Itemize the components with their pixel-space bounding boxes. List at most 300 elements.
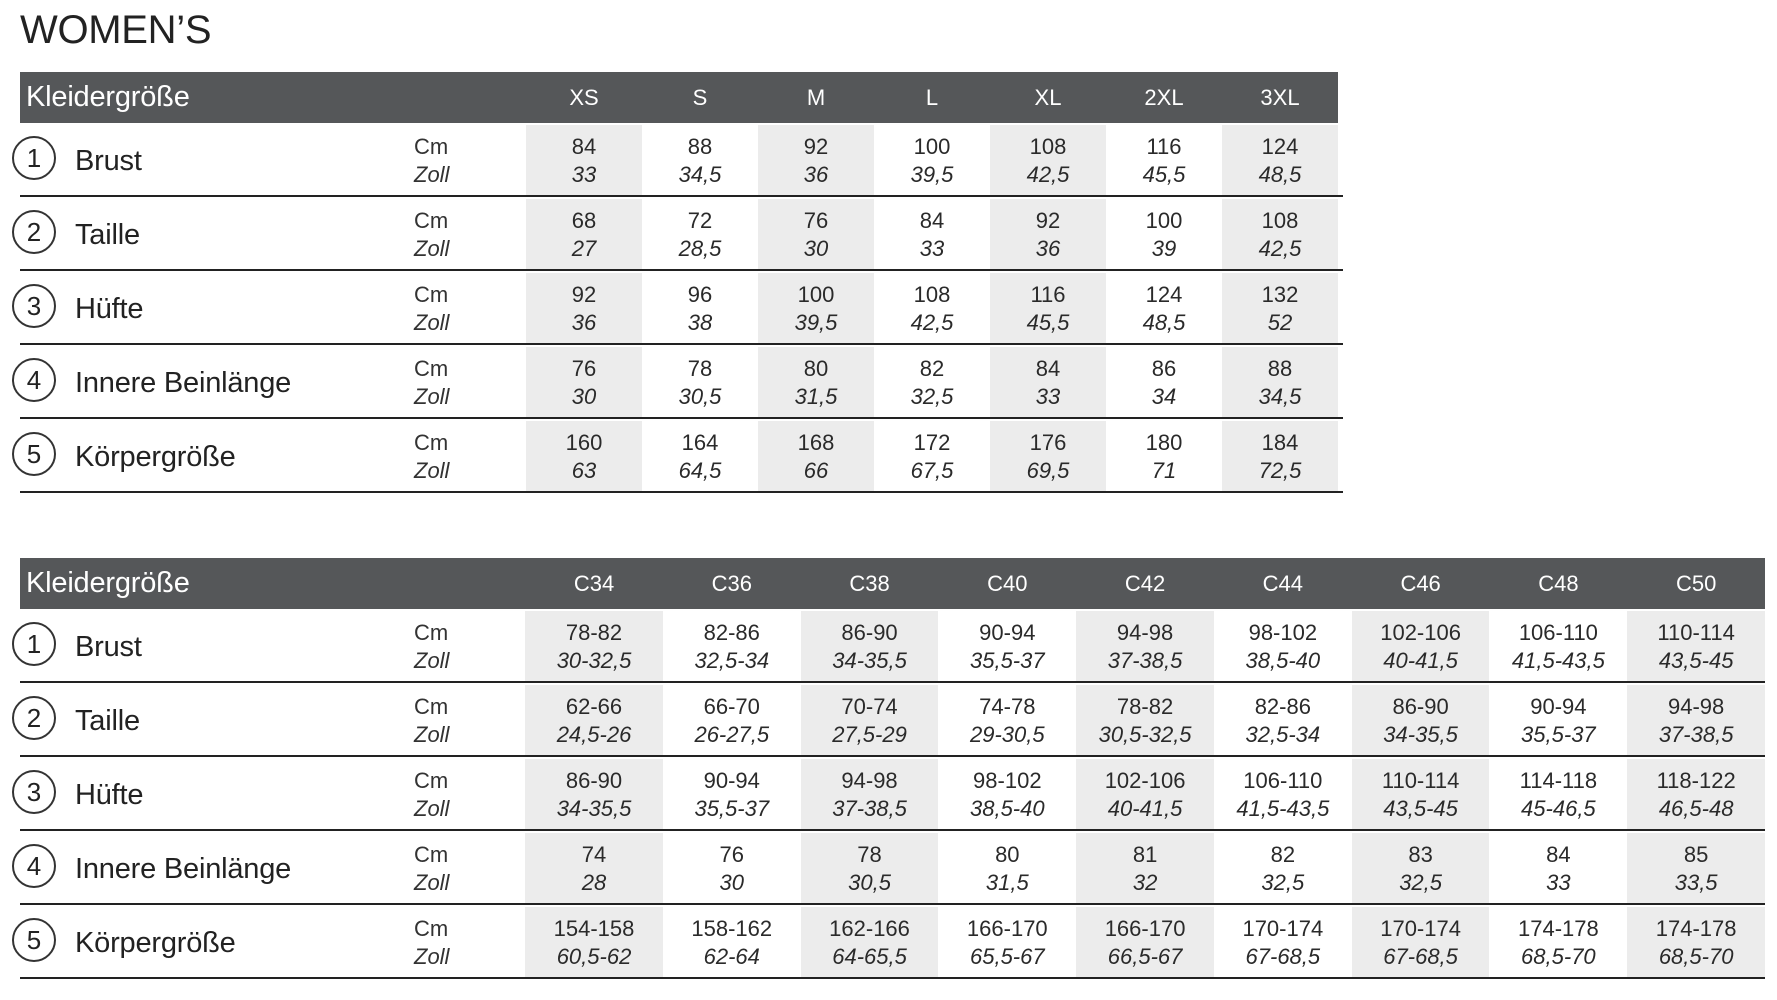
- unit-cm-label: Cm: [414, 208, 449, 233]
- value-zoll: 72,5: [1258, 458, 1302, 483]
- value-zoll: 45-46,5: [1521, 796, 1596, 821]
- value-cm: 70-74: [841, 694, 898, 719]
- value-cell: [874, 347, 990, 417]
- table-row: [20, 421, 1343, 493]
- value-zoll: 32,5-34: [1245, 722, 1321, 747]
- value-zoll: 29-30,5: [969, 722, 1045, 747]
- header-label: Kleidergröße: [20, 558, 525, 609]
- value-cm: 166-170: [966, 916, 1048, 941]
- value-cm: 176: [1029, 430, 1067, 455]
- value-zoll: 38: [687, 310, 713, 335]
- value-cell: [874, 273, 990, 343]
- value-cm: 78: [857, 842, 882, 867]
- row-number-badge: 4: [12, 358, 56, 402]
- value-cell: [663, 833, 801, 903]
- size-column-header: C44: [1214, 558, 1352, 609]
- value-cell: [1076, 685, 1214, 755]
- value-cell: [1076, 611, 1214, 681]
- value-cm: 74: [581, 842, 607, 867]
- value-cm: 154-158: [553, 916, 635, 941]
- value-cm: 108: [1029, 134, 1067, 159]
- table-row: [20, 833, 1765, 905]
- value-cell: [526, 125, 642, 195]
- value-cm: 108: [913, 282, 951, 307]
- size-column-header: C42: [1076, 558, 1214, 609]
- value-cell: [801, 685, 939, 755]
- value-zoll: 37-38,5: [832, 796, 907, 821]
- value-zoll: 33: [1546, 870, 1571, 895]
- value-cm: 106-110: [1518, 620, 1598, 645]
- value-cm: 166-170: [1104, 916, 1186, 941]
- measurement-name: Innere Beinlänge: [75, 853, 292, 885]
- value-zoll: 35,5-37: [1521, 722, 1596, 747]
- unit-labels: [414, 915, 449, 971]
- value-cell: [1222, 273, 1338, 343]
- unit-cm-label: Cm: [414, 768, 449, 793]
- row-label: [20, 833, 525, 903]
- size-column-header: C50: [1627, 558, 1765, 609]
- value-zoll: 48,5: [1258, 162, 1302, 187]
- value-cell: [1489, 611, 1627, 681]
- value-cell: [1627, 611, 1765, 681]
- size-table-c-sizes: [20, 558, 1765, 979]
- value-zoll: 48,5: [1142, 310, 1186, 335]
- value-cm: 114-118: [1519, 768, 1598, 793]
- value-cm: 100: [797, 282, 835, 307]
- value-cell: [874, 199, 990, 269]
- value-cell: [990, 199, 1106, 269]
- value-cm: 110-114: [1657, 620, 1735, 645]
- size-column-header: C48: [1490, 558, 1628, 609]
- value-cell: [526, 421, 642, 491]
- size-column-header: M: [758, 72, 874, 123]
- value-cm: 80: [995, 842, 1020, 867]
- value-cm: 90-94: [979, 620, 1036, 645]
- value-cm: 66-70: [703, 694, 760, 719]
- unit-cm-label: Cm: [414, 430, 449, 455]
- value-zoll: 66: [803, 458, 829, 483]
- value-cell: [938, 907, 1076, 977]
- value-cm: 102-106: [1104, 768, 1186, 793]
- measurement-name: Innere Beinlänge: [75, 367, 292, 399]
- value-zoll: 64-65,5: [832, 944, 907, 969]
- value-cm: 72: [687, 208, 713, 233]
- value-cm: 86-90: [841, 620, 898, 645]
- value-zoll: 34-35,5: [556, 796, 632, 821]
- value-zoll: 30: [719, 870, 745, 895]
- value-cell: [1076, 833, 1214, 903]
- value-cm: 174-178: [1517, 916, 1599, 941]
- value-cm: 82: [1270, 842, 1296, 867]
- value-cm: 170-174: [1242, 916, 1324, 941]
- value-cell: [663, 907, 801, 977]
- value-cm: 106-110: [1243, 768, 1323, 793]
- value-cell: [758, 347, 874, 417]
- value-cell: [938, 759, 1076, 829]
- value-zoll: 65,5-67: [969, 944, 1045, 969]
- value-zoll: 27: [571, 236, 597, 261]
- value-zoll: 67-68,5: [1383, 944, 1458, 969]
- value-cm: 116: [1146, 134, 1182, 159]
- value-zoll: 26-27,5: [694, 722, 770, 747]
- value-cm: 110-114: [1381, 768, 1460, 793]
- value-zoll: 34-35,5: [1383, 722, 1458, 747]
- value-cm: 168: [797, 430, 835, 455]
- value-cm: 81: [1132, 842, 1158, 867]
- row-number-badge: 4: [12, 844, 56, 888]
- page-title: WOMEN’S: [20, 8, 212, 52]
- value-zoll: 67,5: [910, 458, 954, 483]
- value-zoll: 34,5: [1258, 384, 1302, 409]
- value-cell: [938, 685, 1076, 755]
- value-cell: [1222, 347, 1338, 417]
- value-zoll: 33,5: [1674, 870, 1718, 895]
- value-cell: [801, 611, 939, 681]
- unit-cm-label: Cm: [414, 694, 449, 719]
- value-cm: 92: [1035, 208, 1061, 233]
- value-zoll: 30,5: [848, 870, 891, 895]
- row-label: [20, 759, 525, 829]
- value-cell: [801, 907, 939, 977]
- value-zoll: 32,5: [1261, 870, 1305, 895]
- unit-zoll-label: Zoll: [414, 458, 450, 483]
- value-cm: 94-98: [841, 768, 898, 793]
- measurement-name: Taille: [75, 219, 140, 251]
- value-cm: 62-66: [565, 694, 623, 719]
- row-label: [20, 421, 526, 491]
- unit-zoll-label: Zoll: [414, 236, 450, 261]
- value-cm: 76: [571, 356, 597, 381]
- value-cm: 92: [571, 282, 597, 307]
- value-cell: [1627, 833, 1765, 903]
- value-cm: 98-102: [1248, 620, 1318, 645]
- value-zoll: 38,5-40: [969, 796, 1045, 821]
- row-label: [20, 685, 525, 755]
- value-cell: [758, 125, 874, 195]
- value-zoll: 42,5: [1258, 236, 1302, 261]
- size-table-letter-sizes: [20, 72, 1343, 493]
- value-cell: [525, 611, 663, 681]
- measurement-name: Taille: [75, 705, 140, 737]
- unit-labels: [414, 207, 449, 263]
- value-zoll: 36: [803, 162, 829, 187]
- size-column-header: 2XL: [1106, 72, 1222, 123]
- size-column-header: L: [874, 72, 990, 123]
- unit-labels: [414, 355, 449, 411]
- value-cell: [990, 273, 1106, 343]
- value-cell: [1352, 685, 1490, 755]
- unit-cm-label: Cm: [414, 282, 449, 307]
- value-cell: [1076, 907, 1214, 977]
- value-cell: [874, 421, 990, 491]
- measurement-name: Hüfte: [75, 779, 144, 811]
- measurement-name: Brust: [75, 631, 142, 663]
- row-number-badge: 2: [12, 696, 56, 740]
- value-cell: [801, 759, 939, 829]
- value-cell: [758, 421, 874, 491]
- table-row: [20, 907, 1765, 979]
- value-cell: [642, 347, 758, 417]
- unit-labels: [414, 693, 449, 749]
- unit-zoll-label: Zoll: [414, 870, 450, 895]
- value-cell: [525, 759, 663, 829]
- unit-zoll-label: Zoll: [414, 796, 450, 821]
- value-cell: [874, 125, 990, 195]
- unit-labels: [414, 841, 449, 897]
- value-zoll: 40-41,5: [1107, 796, 1183, 821]
- unit-zoll-label: Zoll: [414, 648, 450, 673]
- value-cm: 124: [1261, 134, 1299, 159]
- unit-labels: [414, 429, 449, 485]
- value-zoll: 52: [1267, 310, 1293, 335]
- value-zoll: 41,5-43,5: [1236, 796, 1330, 821]
- value-cm: 158-162: [691, 916, 773, 941]
- value-zoll: 35,5-37: [694, 796, 770, 821]
- value-cell: [1214, 759, 1352, 829]
- size-column-header: S: [642, 72, 758, 123]
- value-cm: 94-98: [1667, 694, 1725, 719]
- value-zoll: 36: [1035, 236, 1061, 261]
- row-number-badge: 1: [12, 622, 56, 666]
- value-zoll: 30,5: [678, 384, 722, 409]
- value-cell: [1214, 611, 1352, 681]
- value-cell: [990, 347, 1106, 417]
- value-zoll: 43,5-45: [1658, 648, 1734, 673]
- unit-cm-label: Cm: [414, 134, 449, 159]
- value-zoll: 64,5: [678, 458, 722, 483]
- value-zoll: 33: [571, 162, 597, 187]
- value-zoll: 45,5: [1142, 162, 1186, 187]
- unit-cm-label: Cm: [414, 356, 449, 381]
- row-label: [20, 273, 526, 343]
- measurement-name: Körpergröße: [75, 927, 236, 959]
- value-zoll: 41,5-43,5: [1511, 648, 1605, 673]
- table-row: [20, 125, 1343, 197]
- row-number-badge: 1: [12, 136, 56, 180]
- row-label: [20, 347, 526, 417]
- value-zoll: 62-64: [703, 944, 760, 969]
- value-cm: 84: [1035, 356, 1061, 381]
- row-number-badge: 3: [12, 284, 56, 328]
- value-zoll: 63: [571, 458, 597, 483]
- value-cm: 85: [1683, 842, 1709, 867]
- value-cell: [642, 421, 758, 491]
- value-cell: [525, 685, 663, 755]
- value-cm: 98-102: [973, 768, 1042, 793]
- value-zoll: 66,5-67: [1107, 944, 1183, 969]
- value-cm: 84: [1546, 842, 1571, 867]
- value-cm: 90-94: [703, 768, 760, 793]
- value-zoll: 37-38,5: [1107, 648, 1183, 673]
- table-row: [20, 685, 1765, 757]
- value-cm: 82: [919, 356, 945, 381]
- value-cm: 160: [565, 430, 603, 455]
- value-cm: 92: [803, 134, 829, 159]
- value-cm: 102-106: [1380, 620, 1461, 645]
- unit-zoll-label: Zoll: [414, 944, 450, 969]
- value-cell: [1627, 907, 1765, 977]
- value-cm: 96: [687, 282, 713, 307]
- value-cm: 124: [1145, 282, 1183, 307]
- value-zoll: 46,5-48: [1658, 796, 1734, 821]
- value-zoll: 35,5-37: [969, 648, 1045, 673]
- value-cm: 118-122: [1656, 768, 1736, 793]
- unit-zoll-label: Zoll: [414, 310, 450, 335]
- value-cell: [663, 759, 801, 829]
- table-header-row: [20, 72, 1343, 123]
- value-cell: [1106, 273, 1222, 343]
- unit-cm-label: Cm: [414, 842, 449, 867]
- row-number-badge: 5: [12, 432, 56, 476]
- value-zoll: 24,5-26: [556, 722, 632, 747]
- value-zoll: 67-68,5: [1245, 944, 1321, 969]
- value-zoll: 43,5-45: [1383, 796, 1458, 821]
- unit-zoll-label: Zoll: [414, 162, 450, 187]
- value-cm: 78-82: [1116, 694, 1174, 719]
- value-cell: [990, 421, 1106, 491]
- value-cm: 74-78: [979, 694, 1036, 719]
- size-column-header: XS: [526, 72, 642, 123]
- value-cm: 162-166: [829, 916, 910, 941]
- table-row: [20, 273, 1343, 345]
- value-cell: [525, 833, 663, 903]
- value-cm: 132: [1261, 282, 1299, 307]
- value-cm: 170-174: [1380, 916, 1461, 941]
- value-zoll: 34,5: [678, 162, 722, 187]
- value-cm: 76: [803, 208, 829, 233]
- value-cm: 180: [1145, 430, 1183, 455]
- value-cell: [1106, 199, 1222, 269]
- value-cell: [642, 125, 758, 195]
- value-zoll: 28,5: [678, 236, 722, 261]
- size-column-header: C38: [801, 558, 939, 609]
- value-zoll: 42,5: [910, 310, 954, 335]
- value-cm: 100: [913, 134, 951, 159]
- value-zoll: 60,5-62: [556, 944, 632, 969]
- value-cm: 174-178: [1655, 916, 1737, 941]
- value-zoll: 30,5-32,5: [1098, 722, 1192, 747]
- value-cell: [1222, 125, 1338, 195]
- row-label: [20, 907, 525, 977]
- value-cell: [1214, 907, 1352, 977]
- value-cm: 116: [1030, 282, 1066, 307]
- value-cm: 184: [1261, 430, 1299, 455]
- value-zoll: 30: [571, 384, 597, 409]
- value-cell: [990, 125, 1106, 195]
- value-zoll: 39,5: [910, 162, 954, 187]
- value-cell: [1106, 125, 1222, 195]
- value-zoll: 39,5: [794, 310, 838, 335]
- value-cell: [526, 273, 642, 343]
- value-zoll: 36: [571, 310, 597, 335]
- value-cell: [1627, 685, 1765, 755]
- value-zoll: 33: [919, 236, 945, 261]
- value-zoll: 33: [1035, 384, 1061, 409]
- value-zoll: 68,5-70: [1521, 944, 1596, 969]
- value-cell: [642, 273, 758, 343]
- value-cell: [526, 347, 642, 417]
- value-cell: [526, 199, 642, 269]
- value-cm: 78: [687, 356, 713, 381]
- size-column-header: XL: [990, 72, 1106, 123]
- value-cell: [1214, 685, 1352, 755]
- value-cm: 82-86: [703, 620, 760, 645]
- value-cell: [1352, 611, 1490, 681]
- value-cell: [1489, 907, 1627, 977]
- unit-labels: [414, 281, 449, 337]
- row-number-badge: 3: [12, 770, 56, 814]
- size-column-header: C46: [1352, 558, 1490, 609]
- value-cm: 108: [1261, 208, 1299, 233]
- value-zoll: 31,5: [985, 870, 1029, 895]
- unit-labels: [414, 133, 449, 189]
- size-column-header: C36: [663, 558, 801, 609]
- unit-labels: [414, 619, 449, 675]
- value-zoll: 34: [1151, 384, 1177, 409]
- value-cm: 86-90: [565, 768, 623, 793]
- value-cm: 90-94: [1530, 694, 1587, 719]
- value-cell: [525, 907, 663, 977]
- header-label: Kleidergröße: [20, 72, 526, 123]
- row-label: [20, 611, 525, 681]
- value-zoll: 32,5: [1399, 870, 1443, 895]
- value-cm: 84: [919, 208, 945, 233]
- value-zoll: 31,5: [794, 384, 838, 409]
- value-cm: 86-90: [1392, 694, 1449, 719]
- value-cell: [1489, 685, 1627, 755]
- size-column-header: C34: [525, 558, 663, 609]
- value-cm: 88: [1267, 356, 1293, 381]
- value-cell: [1352, 907, 1490, 977]
- value-zoll: 30: [803, 236, 829, 261]
- table-row: [20, 611, 1765, 683]
- value-cm: 172: [913, 430, 951, 455]
- unit-zoll-label: Zoll: [414, 384, 450, 409]
- value-cell: [1214, 833, 1352, 903]
- value-cell: [1489, 759, 1627, 829]
- value-zoll: 68,5-70: [1658, 944, 1734, 969]
- value-cm: 164: [681, 430, 719, 455]
- value-cm: 94-98: [1116, 620, 1174, 645]
- row-number-badge: 5: [12, 918, 56, 962]
- table-header-row: [20, 558, 1765, 609]
- value-zoll: 42,5: [1026, 162, 1070, 187]
- size-column-header: C40: [938, 558, 1076, 609]
- value-cell: [1076, 759, 1214, 829]
- value-cell: [1627, 759, 1765, 829]
- value-zoll: 45,5: [1026, 310, 1070, 335]
- table-row: [20, 199, 1343, 271]
- value-cell: [1222, 199, 1338, 269]
- value-zoll: 27,5-29: [832, 722, 907, 747]
- table-row: [20, 759, 1765, 831]
- row-label: [20, 199, 526, 269]
- value-cm: 82-86: [1254, 694, 1311, 719]
- unit-labels: [414, 767, 449, 823]
- value-cell: [1352, 833, 1490, 903]
- value-cell: [1222, 421, 1338, 491]
- value-cell: [663, 685, 801, 755]
- value-cm: 86: [1151, 356, 1177, 381]
- value-cm: 68: [571, 208, 597, 233]
- value-zoll: 37-38,5: [1658, 722, 1734, 747]
- value-zoll: 32,5-34: [694, 648, 770, 673]
- value-cell: [938, 833, 1076, 903]
- value-cell: [1106, 421, 1222, 491]
- value-cell: [801, 833, 939, 903]
- value-zoll: 38,5-40: [1245, 648, 1321, 673]
- value-cell: [1352, 759, 1490, 829]
